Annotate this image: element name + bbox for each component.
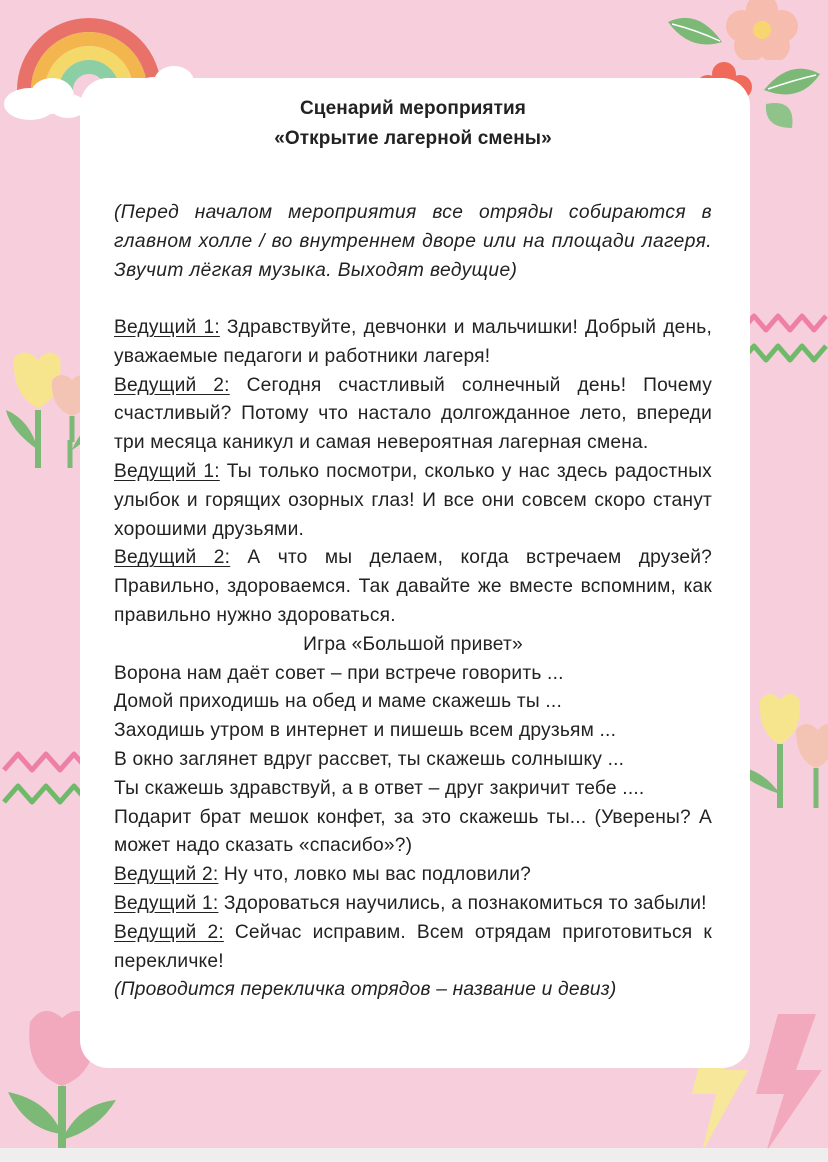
speaker-label: Ведущий 1:: [114, 892, 219, 914]
flower-icon: [720, 0, 804, 60]
poem-line: Домой приходишь на обед и маме скажешь ты ...: [114, 691, 562, 713]
speaker-label: Ведущий 2:: [114, 374, 230, 396]
dialog-text: Ну что, ловко мы вас подловили?: [218, 864, 532, 886]
speaker-label: Ведущий 2:: [114, 921, 224, 943]
dialog-text: Сегодня счастливый солнечный день! Почему счастливый? Потому что настало долгожданное лето, впереди три месяца каникул и самая невероятная лагерная смена.: [114, 374, 712, 454]
speaker-label: Ведущий 2:: [114, 547, 231, 569]
poem-line: Ворона нам даёт совет – при встрече говорить ...: [114, 662, 564, 684]
poem-line: Подарит брат мешок конфет, за это скажешь ты... (Уверены? А может надо сказать «спасибо»?): [114, 806, 712, 857]
speaker-label: Ведущий 1:: [114, 317, 220, 338]
document-body: [114, 94, 712, 1005]
title-line-1: Сценарий мероприятия: [299, 98, 526, 119]
leaf-icon: [760, 62, 824, 102]
poem-line: Ты скажешь здравствуй, а в ответ – друг закричит тебе ....: [114, 777, 645, 799]
title-line-2: «Открытие лагерной смены»: [274, 128, 552, 149]
page-bottom-strip: [0, 1148, 828, 1162]
zigzag-icon: [740, 306, 828, 366]
dialog-text: Ты только посмотри, сколько у нас здесь радостных улыбок и горящих озорных глаз! И все они совсем скоро станут хорошими друзьями.: [114, 460, 712, 540]
poem-line: Заходишь утром в интернет и пишешь всем друзьям ...: [114, 720, 617, 742]
dialog-text: Здороваться научились, а познакомиться то забыли!: [218, 892, 707, 914]
intro-stage-direction: (Перед началом мероприятия все отряды собираются в главном холле / во внутреннем дворе или на площади лагеря. Звучит лёгкая музыка. Выходят ведущие): [114, 202, 712, 281]
leaf-icon: [664, 12, 728, 52]
dialog-line: [114, 861, 712, 890]
document-title: [114, 94, 712, 154]
dialog-section: [114, 314, 712, 1005]
closing-stage-direction: (Проводится перекличка отрядов – название и девиз): [114, 979, 617, 1001]
speaker-label: Ведущий 1:: [114, 460, 220, 482]
speaker-label: Ведущий 2:: [114, 864, 219, 886]
dialog-line: [114, 919, 712, 977]
dialog-text: А что мы делаем, когда встречаем друзей? Правильно, здороваемся. Так давайте же вместе вспомним, как правильно нужно здороваться.: [114, 547, 712, 626]
dialog-line: [114, 458, 712, 544]
dialog-text: Сейчас исправим. Всем отрядам приготовиться к перекличке!: [114, 921, 712, 972]
poem-line: В окно заглянет вдруг рассвет, ты скажешь солнышку ...: [114, 748, 625, 770]
dialog-text: Здравствуйте, девчонки и мальчишки! Добрый день, уважаемые педагоги и работники лагеря!: [114, 317, 712, 367]
leaf-icon: [760, 98, 800, 134]
dialog-line: [114, 544, 712, 630]
cloud-icon: [0, 72, 90, 122]
dialog-line: [114, 890, 712, 919]
dialog-line: [114, 372, 712, 458]
game-title: Игра «Большой привет»: [303, 633, 523, 655]
dialog-line: [114, 314, 712, 372]
